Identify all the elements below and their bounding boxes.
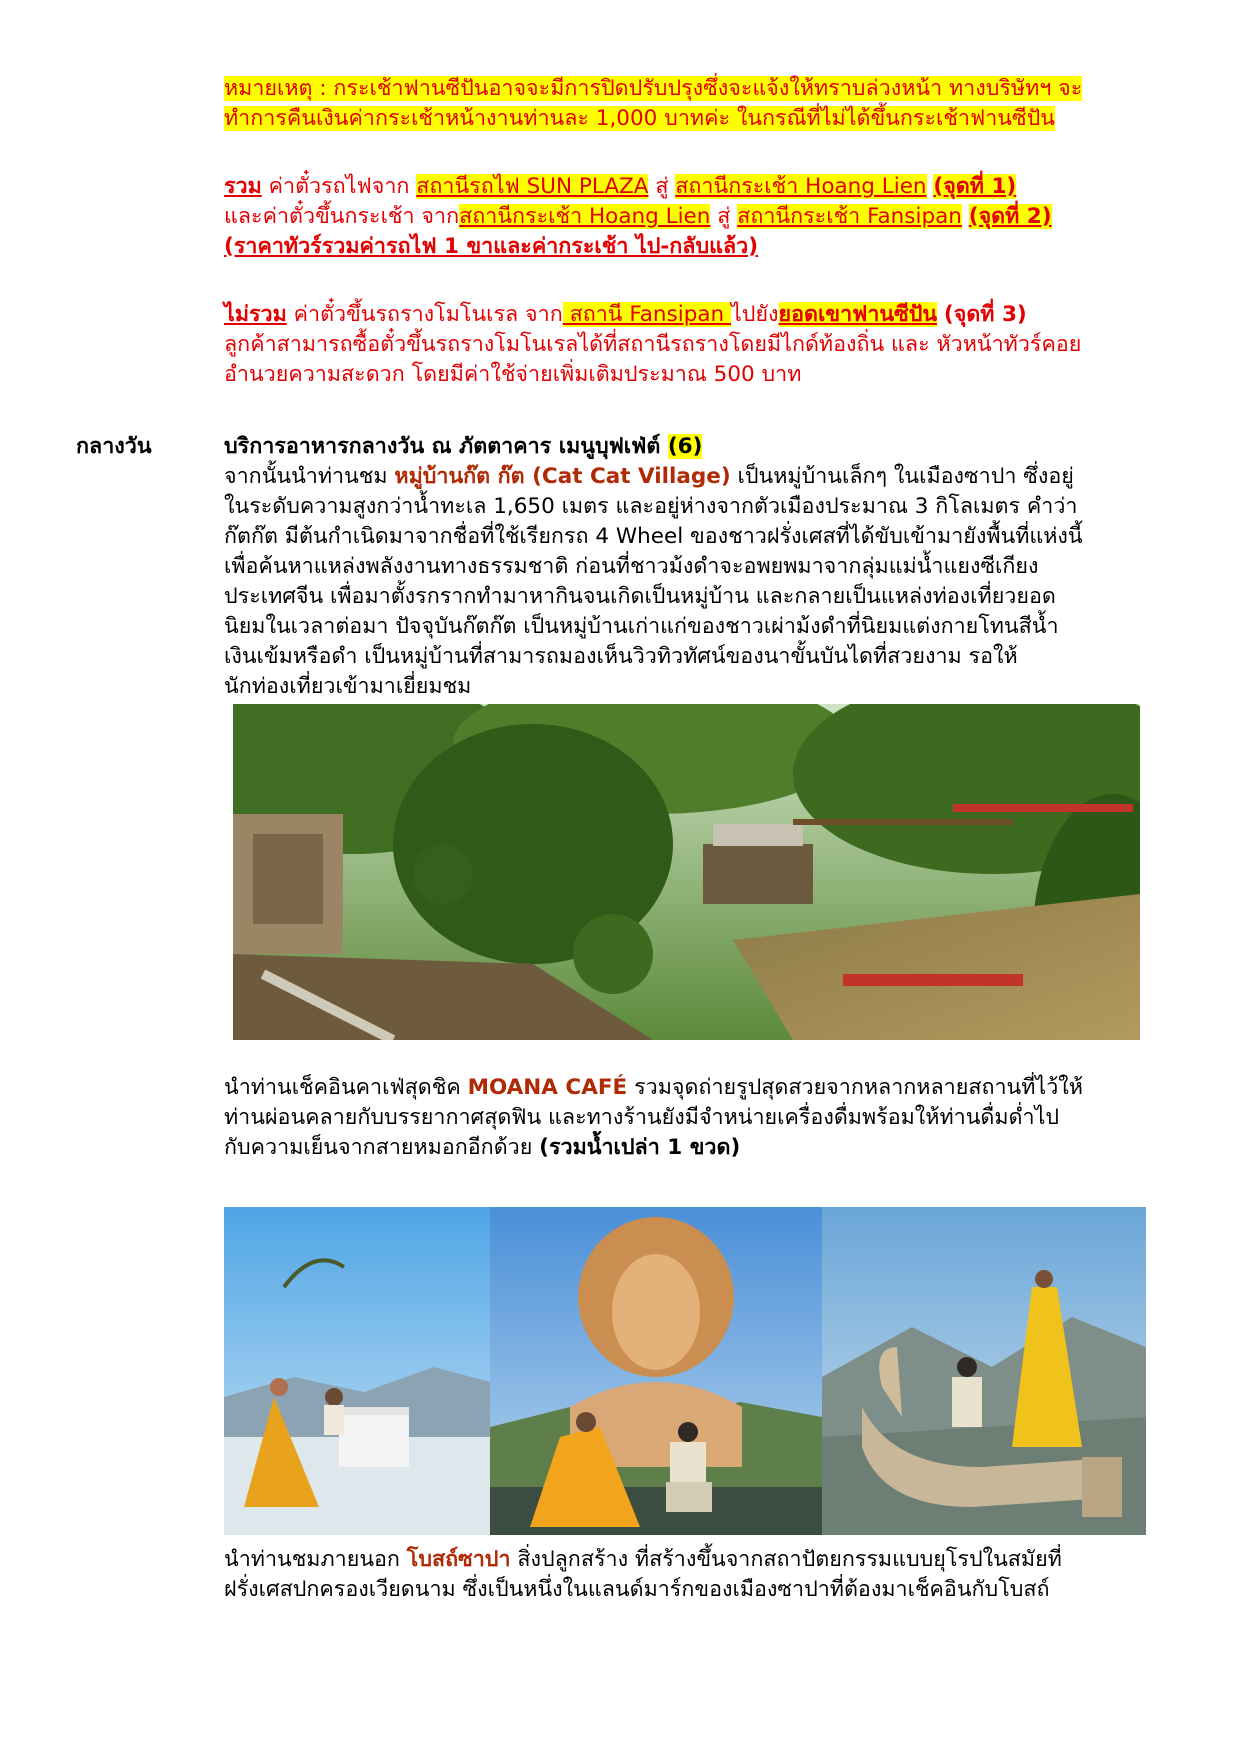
lunch-heading: บริการอาหารกลางวัน ณ ภัตตาคาร เมนูบุฟเฟ่ต์ (6) <box>224 434 703 459</box>
moana-photo-giant-hand <box>822 1207 1146 1535</box>
water-included: (รวมน้ำเปล่า 1 ขวด) <box>539 1135 741 1160</box>
excluded-line-2: ลูกค้าสามารถซื้อตั๋วขึ้นรถรางโมโนเรลได้ที่สถานีรถรางโดยมีไกด์ท้องถิ่น และ หัวหน้าทัวร์คอย <box>224 332 1082 357</box>
note-block <box>224 74 1169 134</box>
note-line-2: ทำการคืนเงินค่ากระเช้าหน้างานท่านละ 1,000 บาทค่ะ ในกรณีที่ไม่ได้ขึ้นกระเช้าฟานซีปัน <box>224 106 1055 131</box>
note-line-1: หมายเหตุ : กระเช้าฟานซีปันอาจจะมีการปิดปรับปรุงซึ่งจะแจ้งให้ทราบล่วงหน้า ทางบริษัทฯ จะ <box>224 76 1083 101</box>
included-line-1: รวม ค่าตั๋วรถไฟจาก สถานีรถไฟ SUN PLAZA สู่ สถานีกระเช้า Hoang Lien (จุดที่ 1) <box>224 174 1017 199</box>
excluded-label: ไม่รวม <box>224 302 287 327</box>
included-line-2: และค่าตั๋วขึ้นกระเช้า จากสถานีกระเช้า Hoang Lien สู่ สถานีกระเช้า Fansipan (จุดที่ 2) <box>224 204 1052 229</box>
point-2: (จุดที่ 2) <box>968 204 1052 229</box>
station-fansipan-monorail: สถานี Fansipan <box>562 302 731 327</box>
moana-cafe-name: MOANA CAFÉ <box>467 1075 628 1100</box>
station-fansipan: สถานีกระเช้า Fansipan <box>737 204 962 229</box>
church-paragraph: นำท่านชมภายนอก โบสถ์ซาปา สิ่งปลูกสร้าง ที่สร้างขึ้นจากสถาปัตยกรรมแบบยุโรปในสมัยที่ ฝรั่งเศสปกครองเวียดนาม ซึ่งเป็นหนึ่งในแลนด์มาร์กของเมืองซาปาที่ต้องมาเช็คอินกับโบสถ์ <box>224 1547 1062 1602</box>
time-label-lunch: กลางวัน <box>76 434 152 459</box>
fansipan-summit: ยอดเขาฟานซีปัน <box>778 302 938 327</box>
excluded-line-1: ไม่รวม ค่าตั๋วขึ้นรถรางโมโนเรล จาก สถานี Fansipan ไปยังยอดเขาฟานซีปัน (จุดที่ 3) <box>224 302 1027 327</box>
moana-photo-statue <box>490 1207 822 1535</box>
cat-cat-village-photo <box>233 704 1140 1040</box>
station-sun-plaza: สถานีรถไฟ SUN PLAZA <box>416 174 649 199</box>
station-hoang-lien: สถานีกระเช้า Hoang Lien <box>675 174 927 199</box>
meal-number: (6) <box>667 434 703 459</box>
catcat-paragraph: จากนั้นนำท่านชม หมู่บ้านก๊ต ก๊ต (Cat Cat Village) เป็นหมู่บ้านเล็กๆ ในเมืองซาปา ซึ่งอยู่ ในระดับความสูงกว่าน้ำทะเล 1,650 เมตร และอยู่ห่างจากตัวเมืองประมาณ 3 กิโลเมตร คำว่า ก๊ตก๊ต มีต้นกำเนิดมาจากชื่อที่ใช้เรียกรถ 4 Wheel ของชาวฝรั่งเศสที่ได้ขับเข้ามายังพื้นที่แห่งนี้ เพื่อค้นหาแหล่งพลังงานทางธรรมชาติ ก่อนที่ชาวม้งดำจะอพยพมาจากลุ่มแม่น้ำแยงซีเกียง ประเทศจีน เพื่อมาตั้งรกรากทำมาหากินจนเกิดเป็นหมู่บ้าน และกลายเป็นแหล่งท่องเที่ยวยอด นิยมในเวลาต่อมา ปัจจุบันก๊ตก๊ต เป็นหมู่บ้านเก่าแก่ของชาวเผ่าม้งดำที่นิยมแต่งกายโทนสีน้ำ เงินเข้มหรือดำ เป็นหมู่บ้านที่สามารถมองเห็นวิวทิวทัศน์ของนาขั้นบันไดที่สวยงาม รอให้ นักท่องเที่ยวเข้ามาเยี่ยมชม <box>224 464 1083 699</box>
station-hoang-lien-2: สถานีกระเช้า Hoang Lien <box>459 204 711 229</box>
excluded-line-3: อำนวยความสะดวก โดยมีค่าใช้จ่ายเพิ่มเติมประมาณ 500 บาท <box>224 362 802 387</box>
point-3: (จุดที่ 3) <box>943 302 1027 327</box>
included-label: รวม <box>224 174 262 199</box>
included-block <box>224 172 1169 262</box>
sapa-church-name: โบสถ์ซาปา <box>406 1547 511 1572</box>
moana-paragraph: นำท่านเช็คอินคาเฟ่สุดชิค MOANA CAFÉ รวมจุดถ่ายรูปสุดสวยจากหลากหลายสถานที่ไว้ให้ ท่านผ่อนคลายกับบรรยากาศสุดฟิน และทางร้านยังมีจำหน่ายเครื่องดื่มพร้อมให้ท่านดื่มด่ำไป กับความเย็นจากสายหมอกอีกด้วย (รวมน้ำเปล่า 1 ขวด) <box>224 1075 1083 1160</box>
excluded-block <box>224 300 1169 390</box>
moana-photo-piano <box>224 1207 490 1535</box>
included-line-3: (ราคาทัวร์รวมค่ารถไฟ 1 ขาและค่ากระเช้า ไป-กลับแล้ว) <box>224 234 759 259</box>
point-1: (จุดที่ 1) <box>933 174 1017 199</box>
cat-cat-village-name: หมู่บ้านก๊ต ก๊ต (Cat Cat Village) <box>394 464 731 489</box>
